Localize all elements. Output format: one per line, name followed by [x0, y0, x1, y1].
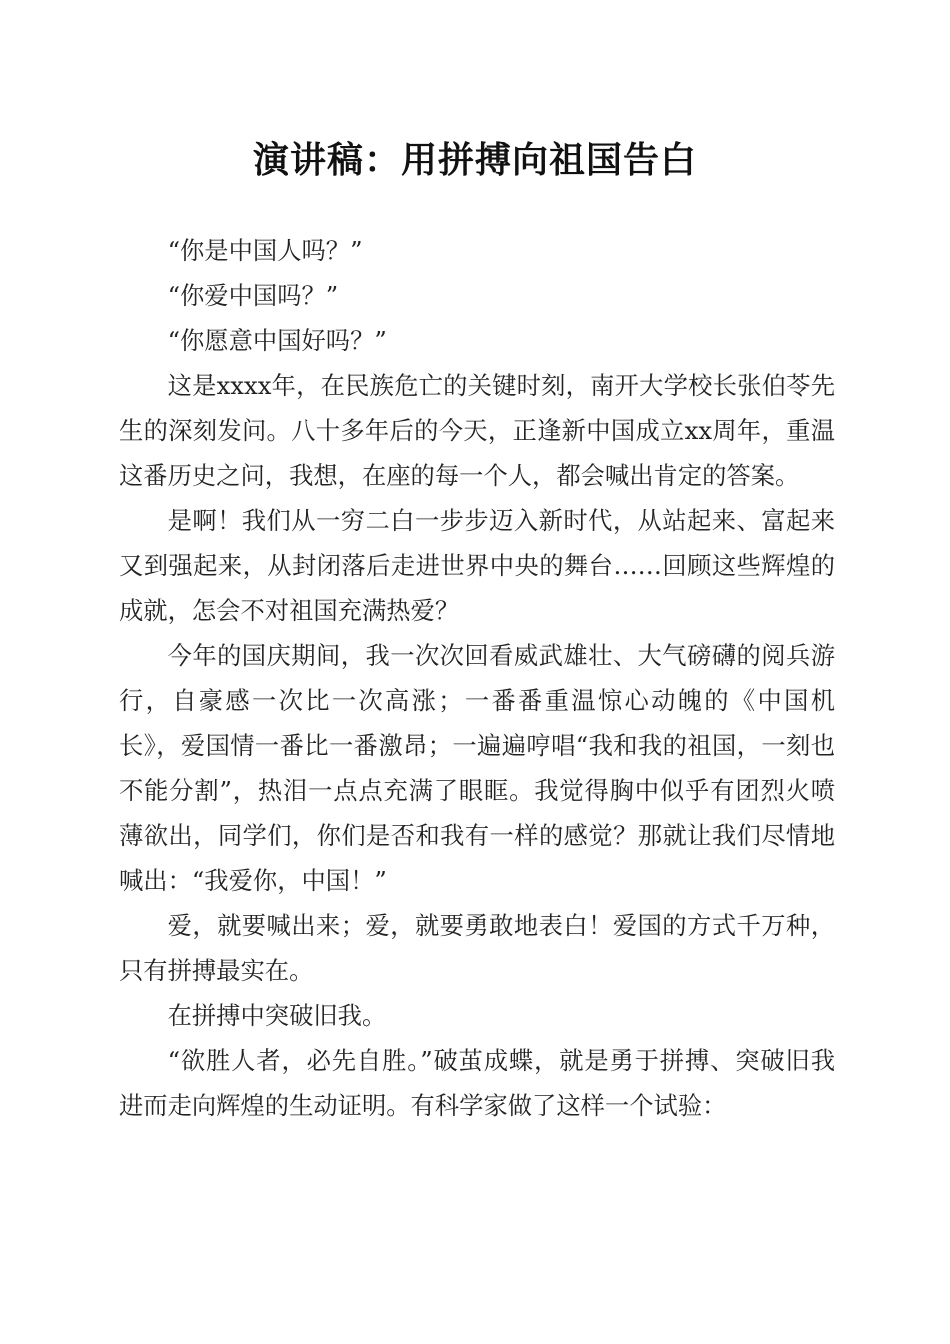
document-body: [119, 228, 835, 1128]
document-title: 演讲稿：用拼搏向祖国告白: [252, 139, 697, 181]
paragraph: 在拼搏中突破旧我。: [167, 1001, 387, 1030]
paragraph: 爱，就要喊出来；爱，就要勇敢地表白！爱国的方式千万种，只有拼搏最实在。: [119, 911, 835, 985]
paragraph: 今年的国庆期间，我一次次回看威武雄壮、大气磅礴的阅兵游行，自豪感一次比一次高涨；一番番重温惊心动魄的《中国机长》，爱国情一番比一番激昂；一遍遍哼唱“我和我的祖国，一刻也不能分割”，热泪一点点充满了眼眶。我觉得胸中似乎有团烈火喷薄欲出，同学们，你们是否和我有一样的感觉？那就让我们尽情地喊出：“我爱你，中国！”: [119, 641, 835, 895]
paragraph: “你爱中国吗？”: [167, 281, 339, 310]
paragraph: 这是xxxx年，在民族危亡的关键时刻，南开大学校长张伯苓先生的深刻发问。八十多年后的今天，正逢新中国成立xx周年，重温这番历史之问，我想，在座的每一个人，都会喊出肯定的答案。: [119, 371, 835, 490]
paragraph: “你愿意中国好吗？”: [167, 326, 387, 355]
paragraph: 是啊！我们从一穷二白一步步迈入新时代，从站起来、富起来又到强起来，从封闭落后走进世界中央的舞台……回顾这些辉煌的成就，怎会不对祖国充满热爱？: [119, 506, 835, 625]
paragraph: “你是中国人吗？”: [167, 236, 363, 265]
paragraph: “欲胜人者，必先自胜。”破茧成蝶，就是勇于拼搏、突破旧我进而走向辉煌的生动证明。有科学家做了这样一个试验：: [119, 1046, 835, 1120]
